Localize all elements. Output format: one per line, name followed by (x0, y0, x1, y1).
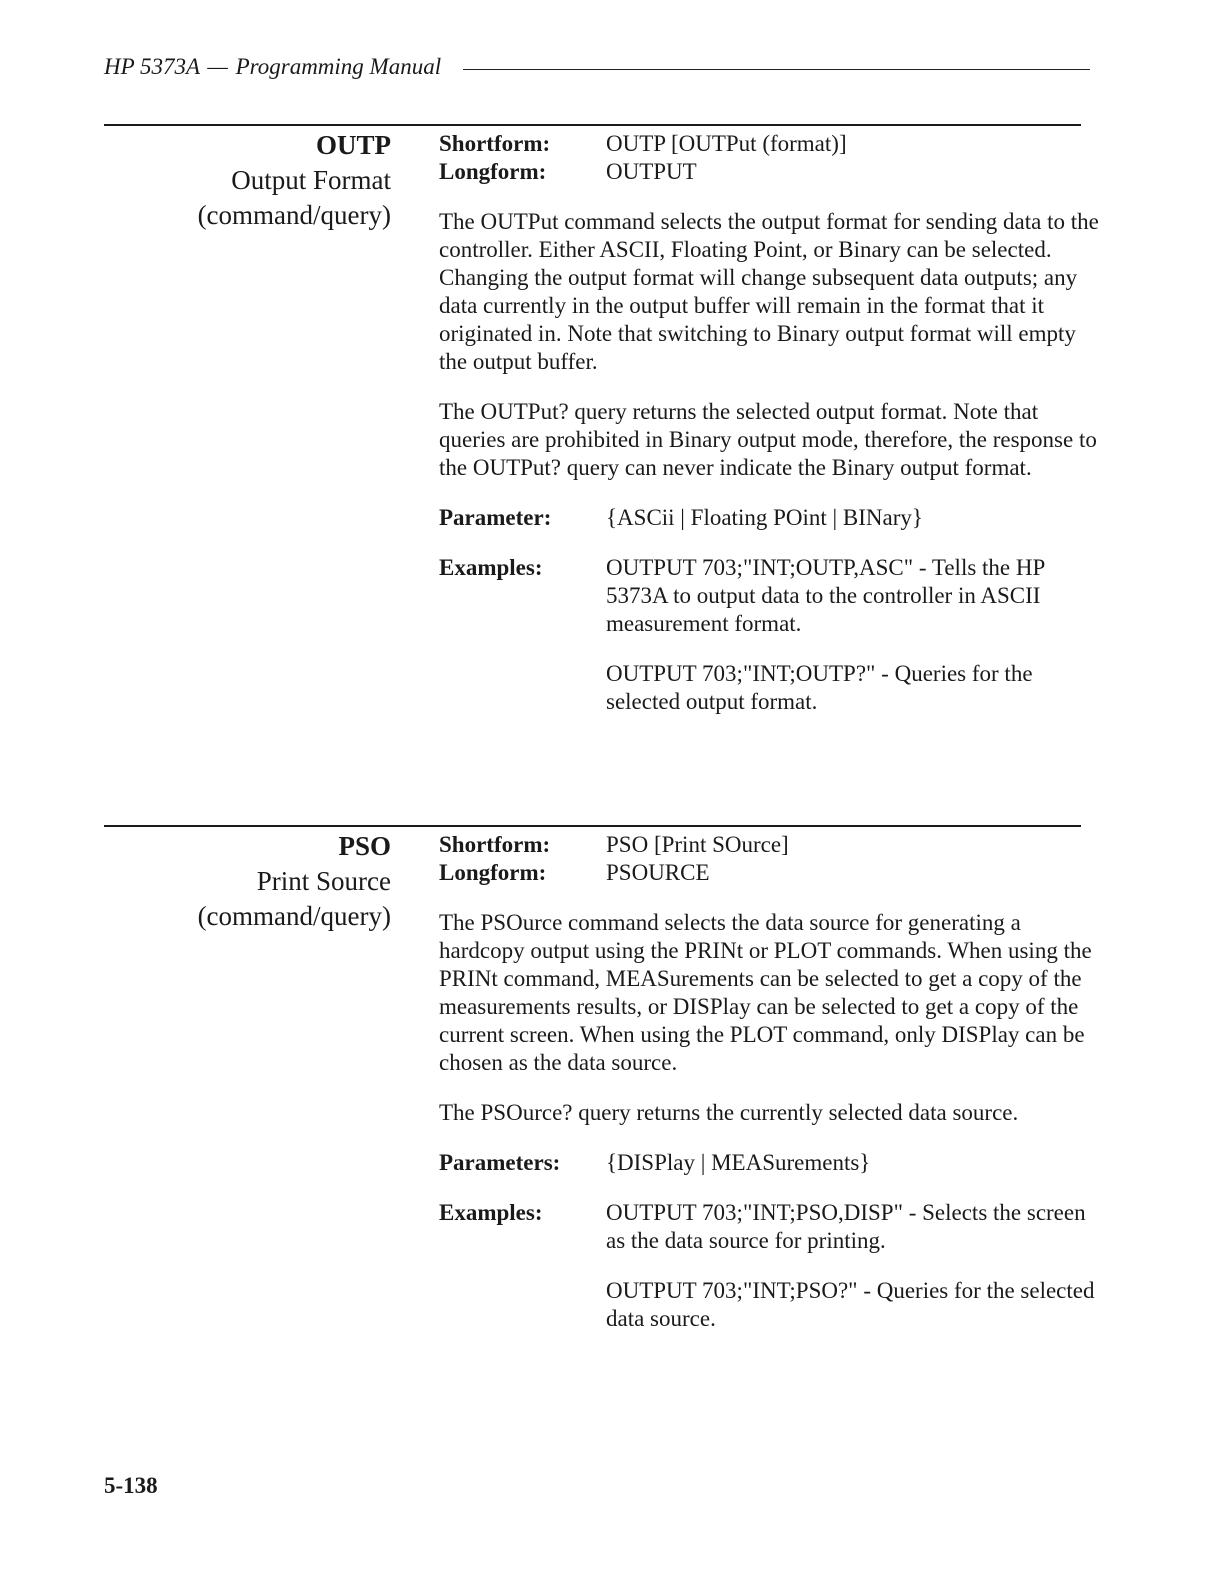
header-title: Programming Manual (235, 54, 442, 79)
section-heading (104, 827, 391, 934)
example-1: OUTPUT 703;"INT;OUTP,ASC" - Tells the HP 5373A to output data to the controller in ASCII measurement format. (606, 555, 1045, 636)
examples-label: Examples: (439, 1200, 543, 1225)
command-name: OUTP (315, 130, 391, 160)
parameter-block (439, 1149, 1109, 1177)
longform-row (439, 158, 1109, 186)
longform-row (439, 859, 1109, 887)
parameter-value: {ASCii | Floating POint | BINary} (606, 505, 923, 530)
examples-block (439, 554, 1109, 716)
header-model: HP 5373A (104, 54, 200, 79)
shortform-row (439, 831, 1109, 859)
section-body (439, 126, 1109, 716)
example-1: OUTPUT 703;"INT;PSO,DISP" - Selects the screen as the data source for printing. (606, 1200, 1086, 1253)
examples-label: Examples: (439, 555, 543, 580)
command-type: (command/query) (197, 200, 391, 230)
query-paragraph: The OUTPut? query returns the selected output format. Note that queries are prohibited in Binary output mode, therefore, the response to the OUTPut? query can never indicate the Binary output format. (439, 399, 1097, 480)
shortform-label: Shortform: (439, 832, 551, 857)
parameter-label: Parameters: (439, 1150, 561, 1175)
longform-label: Longform: (439, 860, 547, 885)
section-outp (104, 124, 1099, 806)
parameter-block (439, 504, 1109, 532)
section-body (439, 827, 1109, 1333)
section-pso (104, 825, 1095, 1427)
description-paragraph: The OUTPut command selects the output format for sending data to the controller. Either ASCII, Floating Point, or Binary can be selected. Changing the output format will change subsequent data outputs; any data currently in the output buffer will remain in the format that it originated in. Note that switching to Binary output format will empty the output buffer. (439, 209, 1099, 374)
command-type: (command/query) (197, 901, 391, 931)
parameter-value: {DISPlay | MEASurements} (606, 1150, 871, 1175)
longform-value: PSOURCE (606, 860, 710, 885)
shortform-row (439, 130, 1109, 158)
header-rule (463, 69, 1090, 70)
command-name: PSO (338, 831, 391, 861)
shortform-value: OUTP [OUTPut (format)] (606, 131, 847, 156)
shortform-value: PSO [Print SOurce] (606, 832, 789, 857)
description-paragraph: The PSOurce command selects the data source for generating a hardcopy output using the PRINt or PLOT commands. When using the PRINt command, MEASurements can be selected to get a copy of the measurements results, or DISPlay can be selected to get a copy of the current screen. When using the PLOT command, only DISPlay can be chosen as the data source. (439, 910, 1092, 1075)
header-separator: — (207, 54, 228, 79)
section-heading (104, 126, 391, 233)
longform-value: OUTPUT (606, 159, 697, 184)
command-title: Print Source (256, 866, 391, 896)
examples-block (439, 1199, 1109, 1333)
header-text (104, 54, 463, 80)
command-title: Output Format (231, 165, 391, 195)
parameter-label: Parameter: (439, 505, 552, 530)
query-paragraph: The PSOurce? query returns the currently selected data source. (439, 1100, 1019, 1125)
running-header (104, 50, 1090, 84)
page-number: 5-138 (104, 1473, 158, 1498)
example-2: OUTPUT 703;"INT;PSO?" - Queries for the selected data source. (606, 1278, 1095, 1331)
longform-label: Longform: (439, 159, 547, 184)
shortform-label: Shortform: (439, 131, 551, 156)
example-2: OUTPUT 703;"INT;OUTP?" - Queries for the selected output format. (606, 661, 1033, 714)
